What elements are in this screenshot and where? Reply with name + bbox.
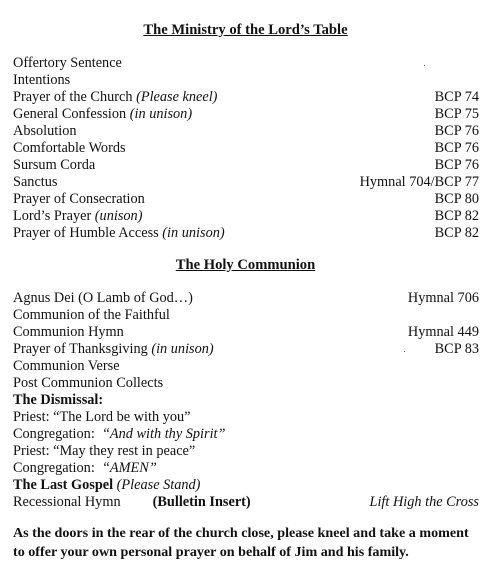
item-ref: BCP 75: [434, 106, 479, 122]
list-item: [13, 140, 479, 157]
item-label: Agnus Dei (O Lamb of God…): [13, 290, 193, 306]
dialogue-line: [13, 426, 479, 443]
list-item: [13, 208, 479, 225]
last-gospel: [13, 477, 479, 494]
item-label: Prayer of the Church: [13, 89, 133, 105]
recessional-ref: Lift High the Cross: [369, 494, 479, 510]
last-gospel-label: The Last Gospel: [13, 477, 114, 493]
item-label: Communion Verse: [13, 358, 120, 374]
list-item: [13, 72, 479, 89]
item-label: Intentions: [13, 72, 71, 88]
list-item: [13, 123, 479, 140]
recessional-label: Recessional Hymn: [13, 494, 121, 510]
dismissal-heading-text: The Dismissal:: [13, 392, 104, 408]
dialogue-line: [13, 443, 479, 460]
item-label: Lord’s Prayer: [13, 208, 92, 224]
item-ref: BCP 76: [434, 123, 479, 139]
list-item: [13, 174, 479, 191]
list-item: [13, 375, 479, 392]
list-item: [13, 324, 479, 341]
item-label: Prayer of Thanksgiving: [13, 341, 148, 357]
list-item: [13, 341, 479, 358]
item-note: (unison): [94, 208, 143, 224]
item-ref: BCP 82: [434, 208, 479, 224]
closing-note-line2: to offer your own personal prayer on behalf of Jim and his family.: [13, 544, 409, 560]
speaker: Congregation:: [13, 426, 95, 442]
item-ref: BCP 82: [434, 225, 479, 241]
response: “AMEN”: [101, 460, 157, 476]
list-item: [13, 307, 479, 324]
item-label: Prayer of Humble Access: [13, 225, 159, 241]
recessional: [13, 494, 479, 511]
list-item: [13, 191, 479, 208]
list-item: [13, 106, 479, 123]
item-note: (in unison): [151, 341, 214, 357]
item-label: Communion Hymn: [13, 324, 124, 340]
dialogue-line: [13, 409, 479, 426]
item-ref: Hymnal 449: [407, 324, 479, 340]
item-label: Offertory Sentence: [13, 55, 122, 71]
speaker: Priest:: [13, 409, 50, 425]
response: “The Lord be with you”: [53, 409, 191, 425]
item-label: Sursum Corda: [13, 157, 96, 173]
item-ref: BCP 76: [434, 157, 479, 173]
item-label: General Confession: [13, 106, 127, 122]
item-label: Absolution: [13, 123, 77, 139]
recessional-insert: (Bulletin Insert): [152, 494, 251, 510]
item-ref: BCP 83: [434, 341, 479, 357]
item-label: Comfortable Words: [13, 140, 126, 156]
dismissal-heading: [13, 392, 479, 409]
scan-speck: [404, 351, 405, 352]
section-title-ministry: The Ministry of the Lord’s Table: [143, 22, 348, 38]
item-note: (in unison): [129, 106, 193, 122]
list-item: [13, 290, 479, 307]
item-ref: BCP 74: [434, 89, 479, 105]
section-title-communion: The Holy Communion: [175, 257, 316, 273]
scan-speck: [424, 65, 425, 66]
speaker: Priest:: [13, 443, 50, 459]
item-label: Post Communion Collects: [13, 375, 164, 391]
dialogue-line: [13, 460, 479, 477]
item-label: Sanctus: [13, 174, 58, 190]
list-item: [13, 157, 479, 174]
list-item: [13, 55, 479, 72]
item-ref: Hymnal 706: [407, 290, 479, 306]
list-item: [13, 89, 479, 106]
last-gospel-note: (Please Stand): [116, 477, 201, 493]
item-ref: BCP 80: [434, 191, 479, 207]
list-item: [13, 358, 479, 375]
speaker: Congregation:: [13, 460, 95, 476]
closing-note: [13, 524, 483, 562]
item-ref: BCP 76: [434, 140, 479, 156]
item-label: Communion of the Faithful: [13, 307, 170, 323]
item-note: (in unison): [162, 225, 225, 241]
item-ref: Hymnal 704/BCP 77: [359, 174, 479, 190]
item-label: Prayer of Consecration: [13, 191, 145, 207]
response: “And with thy Spirit”: [101, 426, 226, 442]
list-item: [13, 225, 479, 242]
item-note: (Please kneel): [136, 89, 218, 105]
closing-note-line1: As the doors in the rear of the church close, please kneel and take a moment: [13, 525, 469, 541]
response: “May they rest in peace”: [53, 443, 196, 459]
